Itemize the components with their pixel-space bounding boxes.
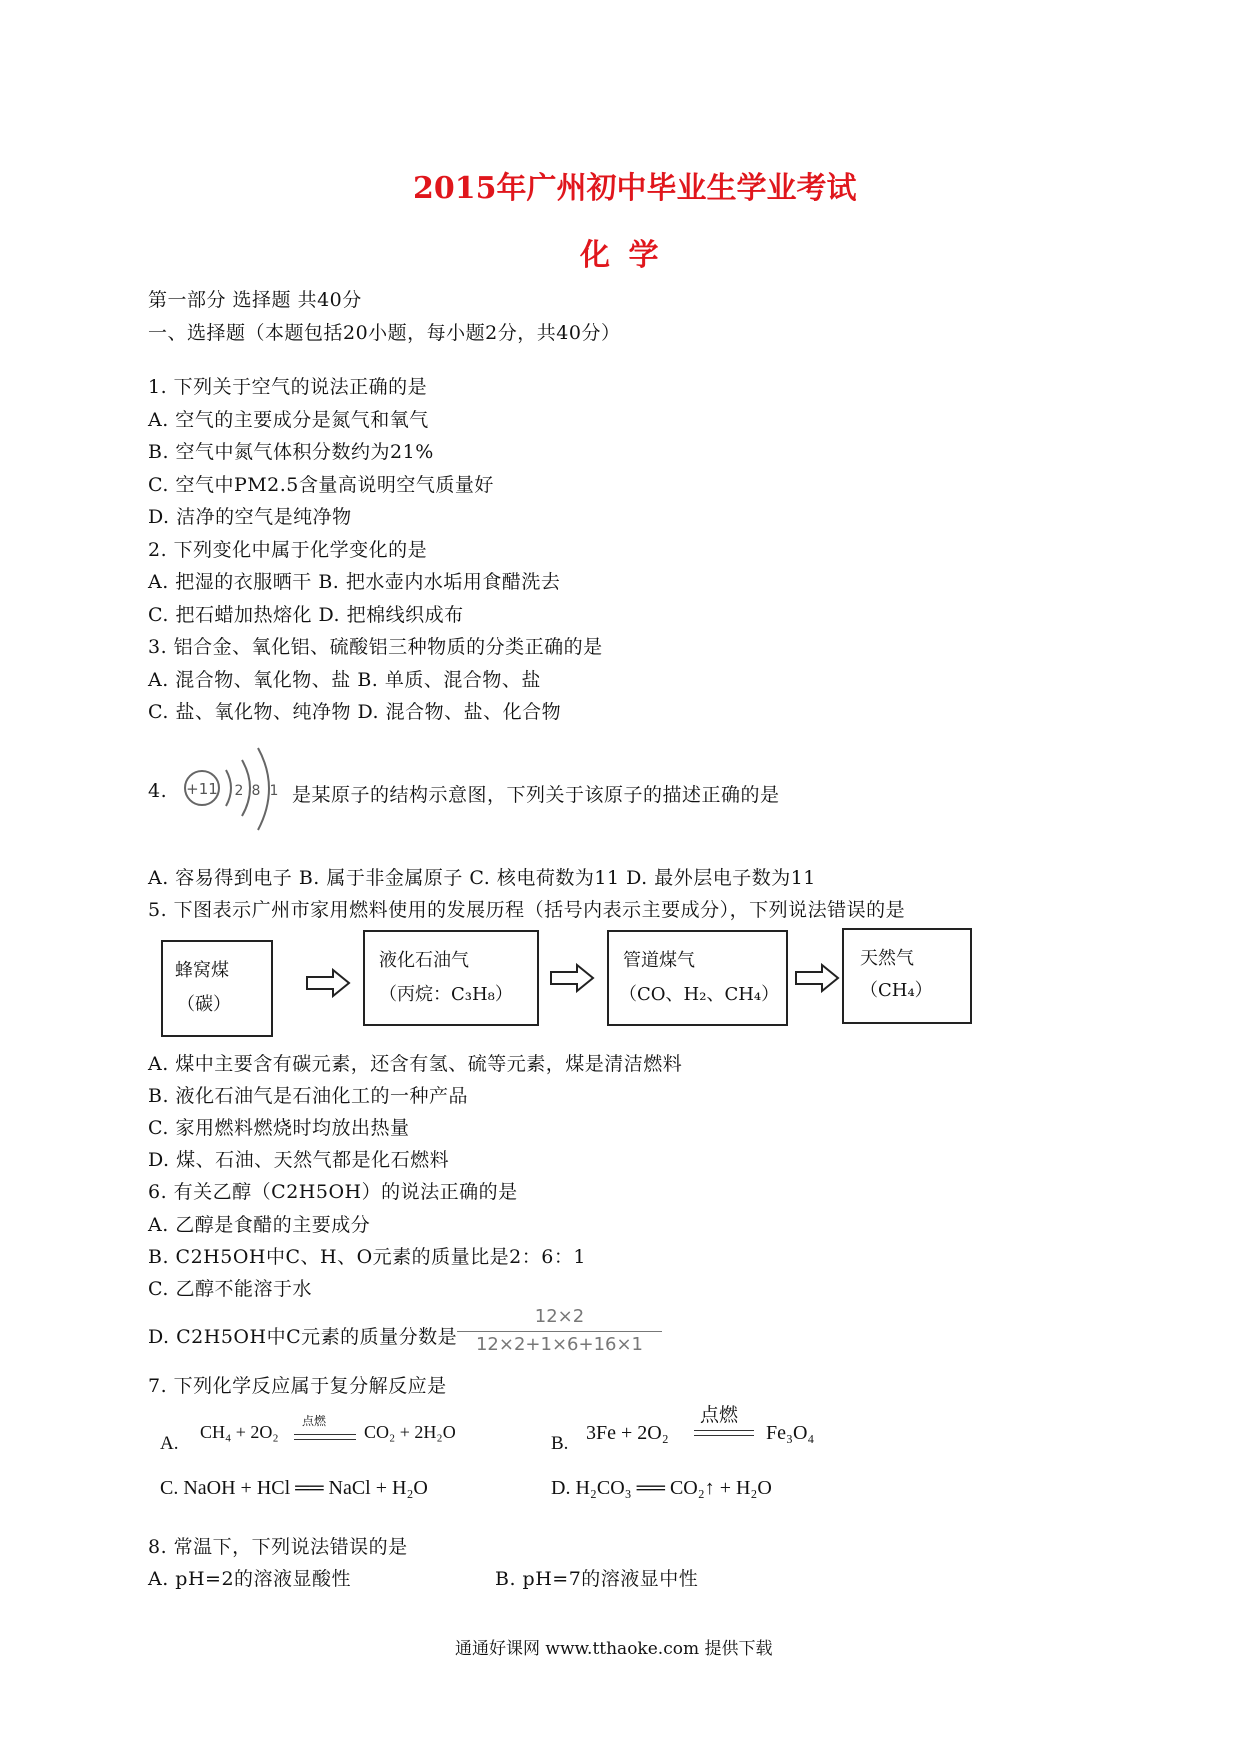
q7-option-a-condition: 点燃 [302,1414,327,1428]
fuel-composition: （丙烷：C₃H₈） [379,984,513,1005]
q2-stem: 2. 下列变化中属于化学变化的是 [148,539,428,561]
fuel-box-pipeline-gas [607,930,788,1026]
exam-title: 2015年广州初中毕业生学业考试 [413,171,857,206]
fuel-box-natural-gas [842,928,972,1024]
shell-2-electrons: 8 [251,783,261,799]
q7-option-b-products: Fe₃O₄ [766,1422,815,1444]
fuel-box-honeycomb-coal [161,940,273,1037]
fuel-composition: （CO、H₂、CH₄） [619,984,780,1005]
q7-option-a-reactants: CH₄ + 2O₂ [200,1422,279,1442]
q2-options-cd: C. 把石蜡加热熔化 D. 把棉线织成布 [148,604,464,626]
q7-option-b-label: B. [551,1433,569,1454]
part-heading: 第一部分 选择题 共40分 [148,289,362,311]
q1-stem: 1. 下列关于空气的说法正确的是 [148,376,428,398]
q5-option-c: C. 家用燃料燃烧时均放出热量 [148,1117,410,1139]
q2-options-ab: A. 把湿的衣服晒干 B. 把水壶内水垢用食醋洗去 [148,571,561,593]
q3-options-cd: C. 盐、氧化物、纯净物 D. 混合物、盐、化合物 [148,701,562,723]
q8-option-b: B. pH=7的溶液显中性 [495,1568,699,1590]
section-heading: 一、选择题（本题包括20小题，每小题2分，共40分） [148,322,621,344]
q7-option-b-reactants: 3Fe + 2O₂ [586,1422,669,1444]
arrow-right-icon [794,963,840,993]
arrow-right-icon [305,968,351,998]
q1-option-b: B. 空气中氮气体积分数约为21% [148,441,434,463]
q5-option-b: B. 液化石油气是石油化工的一种产品 [148,1085,469,1107]
q6-stem: 6. 有关乙醇（C2H5OH）的说法正确的是 [148,1181,518,1203]
q3-options-ab: A. 混合物、氧化物、盐 B. 单质、混合物、盐 [148,669,541,691]
fraction-numerator: 12×2 [534,1306,585,1327]
fuel-name: 管道煤气 [623,950,695,971]
q4-stem: 是某原子的结构示意图，下列关于该原子的描述正确的是 [292,784,780,806]
q6-option-d: D. C2H5OH中C元素的质量分数是 [148,1326,458,1348]
q7-option-b-condition: 点燃 [700,1404,739,1426]
q6-option-b: B. C2H5OH中C、H、O元素的质量比是2：6：1 [148,1246,586,1268]
q7-option-c: C. NaOH + HCl ══ NaCl + H₂O [160,1477,428,1499]
q5-stem: 5. 下图表示广州市家用燃料使用的发展历程（括号内表示主要成分），下列说法错误的是 [148,899,906,921]
nucleus-charge: +11 [186,780,218,798]
q8-option-a: A. pH=2的溶液显酸性 [148,1568,352,1590]
fuel-composition: （碳） [177,994,231,1015]
shell-1-electrons: 2 [234,783,244,799]
fuel-composition: （CH₄） [860,980,933,1001]
arrow-right-icon [549,963,595,993]
q1-option-a: A. 空气的主要成分是氮气和氧气 [148,409,429,431]
fuel-name: 天然气 [860,948,914,969]
q5-option-a: A. 煤中主要含有碳元素，还含有氢、硫等元素，煤是清洁燃料 [148,1053,683,1075]
q7-option-a-products: CO₂ + 2H₂O [364,1422,456,1442]
q6-option-c: C. 乙醇不能溶于水 [148,1278,312,1300]
q7-stem: 7. 下列化学反应属于复分解反应是 [148,1375,447,1397]
q4-options: A. 容易得到电子 B. 属于非金属原子 C. 核电荷数为11 D. 最外层电子数为11 [148,867,816,889]
equals-sign-icon [294,1434,356,1440]
q1-option-c: C. 空气中PM2.5含量高说明空气质量好 [148,474,494,496]
fuel-name: 液化石油气 [379,950,469,971]
q7-option-d: D. H₂CO₃ ══ CO₂↑ + H₂O [551,1477,772,1499]
page-footer: 通通好课网 www.tthaoke.com 提供下载 [455,1639,773,1659]
q7-option-a-label: A. [160,1433,179,1454]
q3-stem: 3. 铝合金、氧化铝、硫酸铝三种物质的分类正确的是 [148,636,603,658]
fraction-denominator: 12×2+1×6+16×1 [475,1334,644,1355]
q8-stem: 8. 常温下，下列说法错误的是 [148,1536,408,1558]
q6-option-a: A. 乙醇是食醋的主要成分 [148,1214,371,1236]
equals-sign-icon [694,1430,754,1436]
atom-structure-diagram [180,740,288,840]
shell-3-electrons: 1 [269,783,279,799]
electron-shell-1 [226,770,231,806]
q4-number: 4. [148,780,168,802]
q1-option-d: D. 洁净的空气是纯净物 [148,506,352,528]
q5-option-d: D. 煤、石油、天然气都是化石燃料 [148,1149,450,1171]
fraction-bar [457,1331,662,1332]
subject-title: 化 学 [580,238,663,273]
fuel-name: 蜂窝煤 [175,960,229,981]
fuel-box-lpg [363,930,539,1026]
